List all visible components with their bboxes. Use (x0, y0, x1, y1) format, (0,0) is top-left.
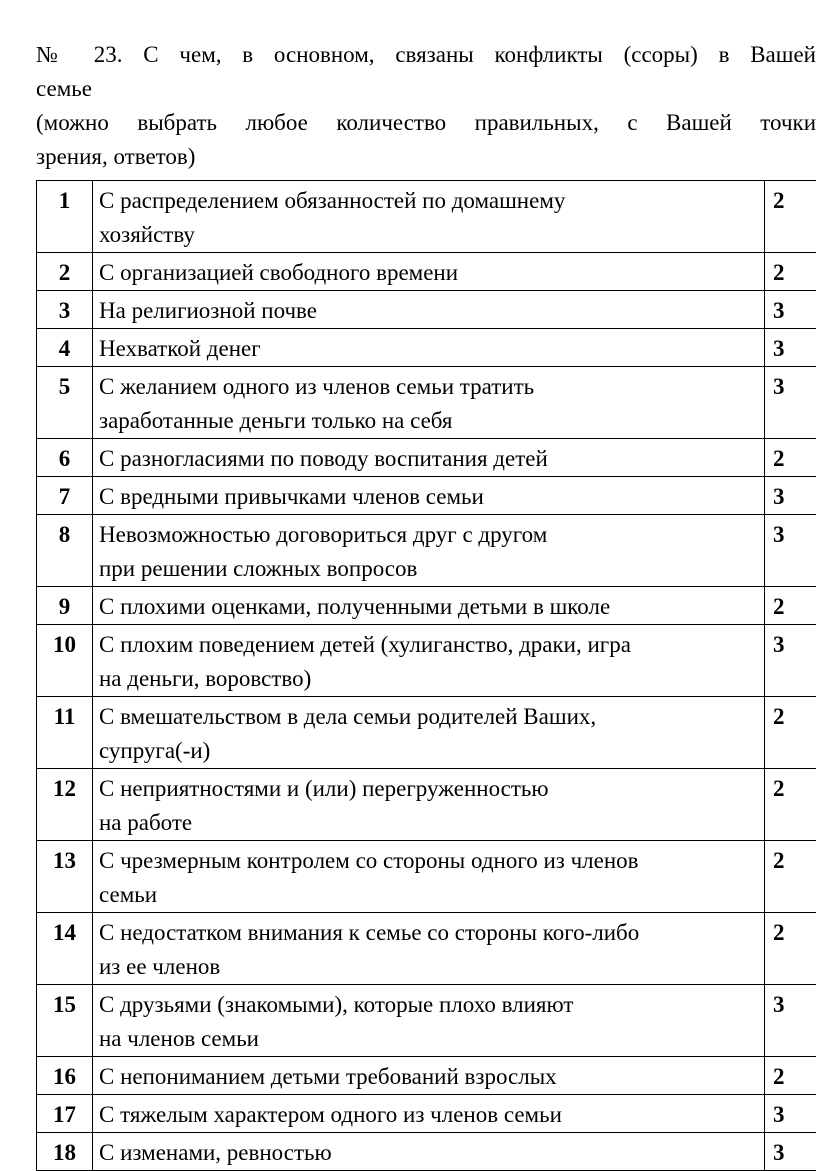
question-note-line2: зрения, ответов) (36, 140, 816, 174)
table-row (37, 913, 816, 985)
row-answer-text: С вмешательством в дела семьи родителей Ваших, супруга(-и) (93, 697, 765, 769)
row-answer-text: Нехваткой денег (93, 329, 765, 367)
table-row (37, 291, 816, 329)
row-answer-text: С плохими оценками, полученными детьми в школе (93, 587, 765, 625)
row-number: 1 (37, 181, 93, 253)
table-row (37, 253, 816, 291)
row-score: 2 (765, 1057, 816, 1095)
row-answer-text: С друзьями (знакомыми), которые плохо влияют на членов семьи (93, 985, 765, 1057)
table-row (37, 1133, 816, 1171)
row-answer-text: С тяжелым характером одного из членов семьи (93, 1095, 765, 1133)
row-answer-text: С разногласиями по поводу воспитания детей (93, 439, 765, 477)
question-title-line1: № 23. С чем, в основном, связаны конфликты (ссоры) в Вашей (36, 38, 816, 72)
row-score: 3 (765, 985, 816, 1057)
row-answer-text: С неприятностями и (или) перегруженностью на работе (93, 769, 765, 841)
row-number: 7 (37, 477, 93, 515)
table-row (37, 1057, 816, 1095)
table-row (37, 625, 816, 697)
row-score: 2 (765, 587, 816, 625)
row-answer-text: С чрезмерным контролем со стороны одного из членов семьи (93, 841, 765, 913)
table-row (37, 367, 816, 439)
row-number: 12 (37, 769, 93, 841)
row-answer-text: С изменами, ревностью (93, 1133, 765, 1171)
row-number: 11 (37, 697, 93, 769)
table-row (37, 329, 816, 367)
row-score: 2 (765, 697, 816, 769)
row-number: 16 (37, 1057, 93, 1095)
table-row (37, 515, 816, 587)
row-score: 3 (765, 477, 816, 515)
row-answer-text: Невозможностью договориться друг с другом при решении сложных вопросов (93, 515, 765, 587)
row-number: 10 (37, 625, 93, 697)
row-score: 2 (765, 769, 816, 841)
row-score: 2 (765, 913, 816, 985)
table-row (37, 1095, 816, 1133)
row-number: 15 (37, 985, 93, 1057)
question-title-line2: семье (36, 72, 816, 106)
row-answer-text: С недостатком внимания к семье со стороны кого-либо из ее членов (93, 913, 765, 985)
row-number: 5 (37, 367, 93, 439)
row-answer-text: На религиозной почве (93, 291, 765, 329)
table-row (37, 985, 816, 1057)
row-score: 3 (765, 291, 816, 329)
row-score: 2 (765, 841, 816, 913)
table-row (37, 439, 816, 477)
table-row (37, 841, 816, 913)
row-score: 3 (765, 625, 816, 697)
row-number: 18 (37, 1133, 93, 1171)
table-row (37, 697, 816, 769)
row-number: 17 (37, 1095, 93, 1133)
row-score: 3 (765, 515, 816, 587)
row-score: 3 (765, 329, 816, 367)
row-score: 2 (765, 439, 816, 477)
row-answer-text: С непониманием детьми требований взрослых (93, 1057, 765, 1095)
row-score: 3 (765, 1095, 816, 1133)
row-answer-text: С желанием одного из членов семьи тратить заработанные деньги только на себя (93, 367, 765, 439)
row-number: 13 (37, 841, 93, 913)
row-number: 9 (37, 587, 93, 625)
question-header (36, 38, 816, 174)
row-number: 3 (37, 291, 93, 329)
row-answer-text: С организацией свободного времени (93, 253, 765, 291)
table-row (37, 181, 816, 253)
row-number: 6 (37, 439, 93, 477)
row-answer-text: С плохим поведением детей (хулиганство, драки, игра на деньги, воровство) (93, 625, 765, 697)
question-note-line1: (можно выбрать любое количество правильных, с Вашей точки (36, 106, 816, 140)
answers-table (36, 180, 816, 1171)
table-row (37, 769, 816, 841)
row-score: 2 (765, 181, 816, 253)
row-score: 2 (765, 253, 816, 291)
row-number: 14 (37, 913, 93, 985)
answers-table-body (37, 181, 816, 1171)
row-answer-text: С распределением обязанностей по домашнему хозяйству (93, 181, 765, 253)
row-score: 3 (765, 367, 816, 439)
row-number: 4 (37, 329, 93, 367)
row-score: 3 (765, 1133, 816, 1171)
row-answer-text: С вредными привычками членов семьи (93, 477, 765, 515)
row-number: 2 (37, 253, 93, 291)
table-row (37, 477, 816, 515)
table-row (37, 587, 816, 625)
row-number: 8 (37, 515, 93, 587)
